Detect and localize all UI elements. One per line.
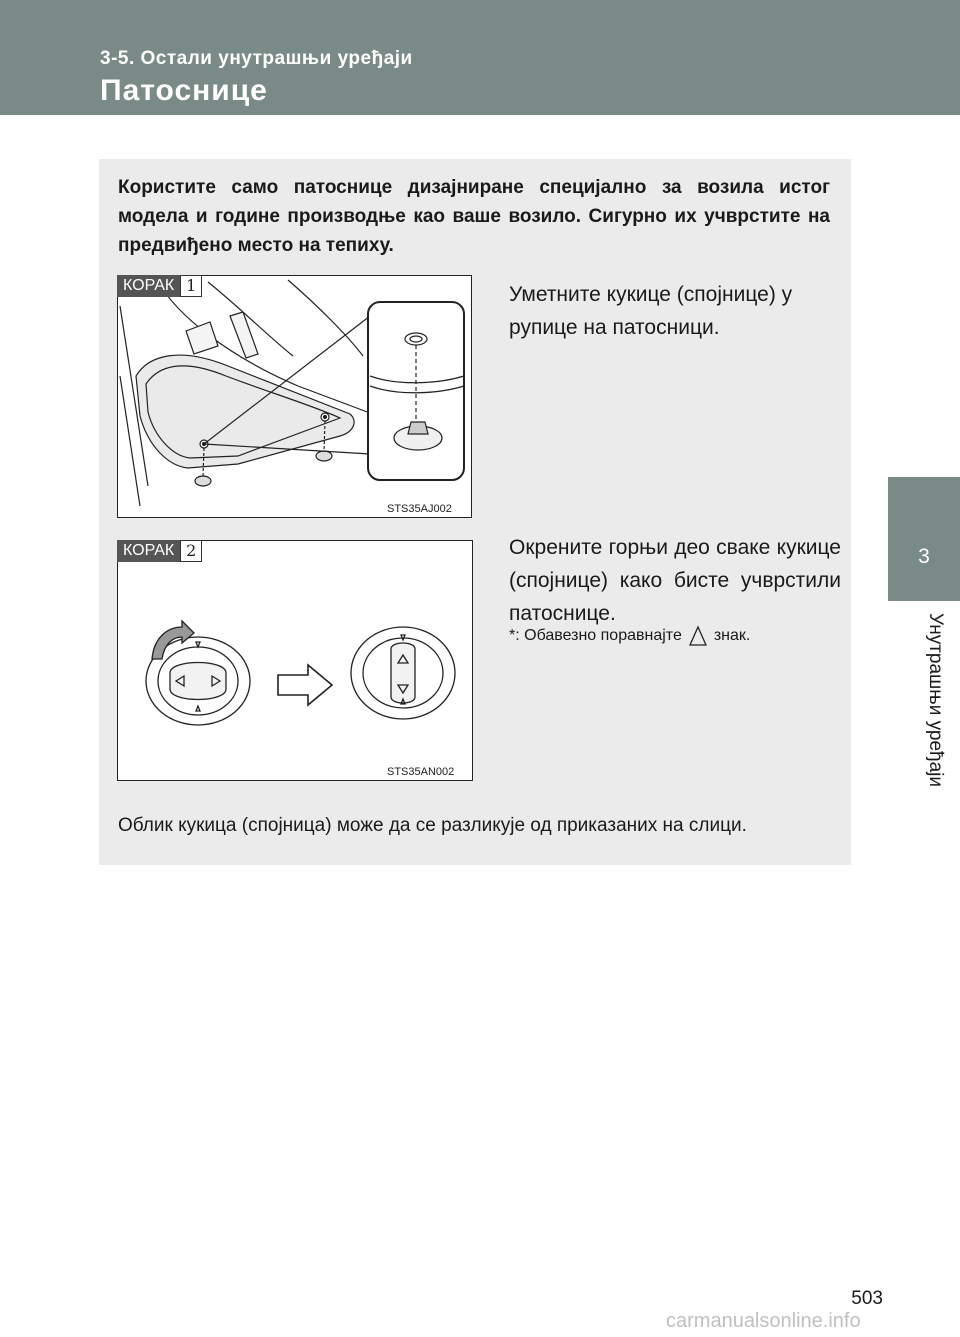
step-2-tag-number: 2 — [180, 540, 202, 562]
page-title: Патоснице — [100, 74, 268, 107]
watermark: carmanualsonline.info — [666, 1310, 861, 1332]
step-1-tag — [117, 275, 202, 297]
step-1-tag-word: КОРАК — [117, 275, 180, 297]
figure-insert-hooks — [117, 275, 472, 518]
step-1-tag-number: 1 — [180, 275, 202, 297]
intro-text: Користите само патоснице дизајниране специјално за возила истог модела и године производње као ваше возило. Сигурно их учврстите на предвиђено место на тепиху. — [118, 177, 830, 256]
note-prefix: *: Обавезно поравнајте — [509, 627, 682, 644]
step-2-tag — [117, 540, 202, 562]
triangle-mark-icon — [688, 625, 708, 647]
step-2-text: Окрените горњи део сваке кукице (спојнице) како бисте учврстили патоснице. — [509, 536, 841, 625]
footnote: Облик кукица (спојница) може да се разликује од приказаних на слици. — [118, 815, 747, 836]
chapter-number: 3 — [918, 545, 930, 568]
figure-2-code: STS35AN002 — [387, 766, 455, 778]
floor-mat-illustration — [118, 276, 470, 516]
section-label: 3-5. Остали унутрашњи уређаји — [100, 48, 413, 69]
hook-rotation-illustration — [118, 541, 471, 779]
alignment-note — [509, 625, 750, 647]
chapter-tab — [888, 477, 960, 601]
step-2-tag-word: КОРАК — [117, 540, 180, 562]
step-1-text: Уметните кукице (спојнице) у рупице на патосници. — [509, 283, 793, 339]
figure-turn-hooks — [117, 540, 473, 781]
page-header — [0, 0, 960, 115]
note-suffix: знак. — [713, 627, 751, 644]
chapter-label-text: Унутрашњи уређаји — [925, 613, 946, 788]
figure-1-code: STS35AJ002 — [387, 503, 452, 515]
page-number: 503 — [851, 1288, 883, 1309]
chapter-label — [888, 601, 960, 901]
